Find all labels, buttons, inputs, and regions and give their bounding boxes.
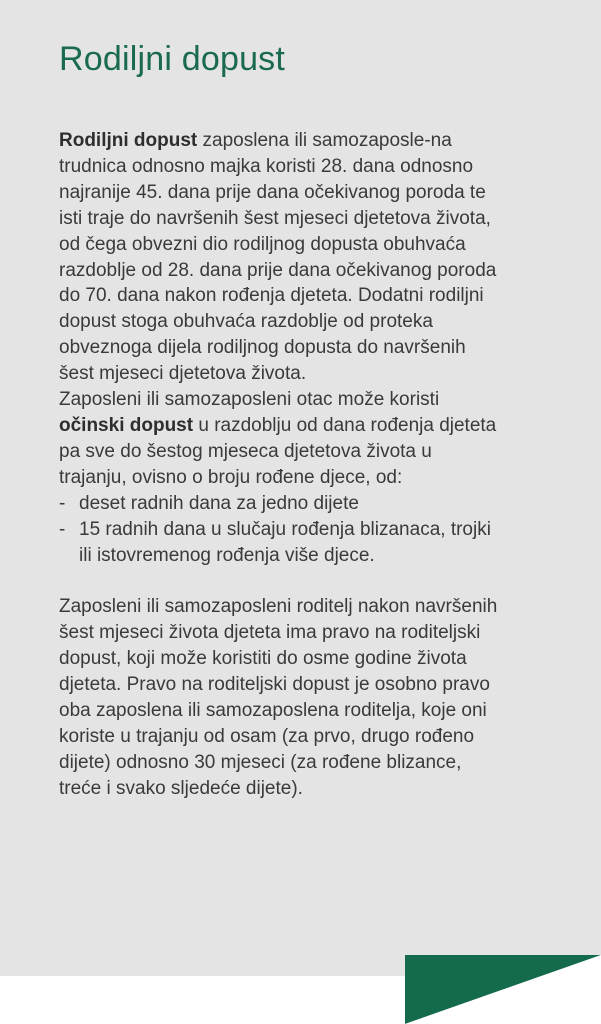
paragraph-paternity-leave-text: u razdoblju od dana rođenja djeteta pa sve do šestog mjeseca djetetova života u trajanju, ovisno o broju rođene djece, od: [59,414,497,488]
list-item [59,491,499,517]
dash-bullet: - [59,492,66,514]
paragraph-spacer [59,568,499,594]
list-item-text: deset radnih dana za jedno dijete [79,492,359,514]
paragraph-maternity-leave-text: zaposlena ili samozaposle-na trudnica odnosno majka koristi 28. dana odnosno najranije 45. dana prije dana očekivanog poroda te isti traje do navršenih šest mjeseci djetetova života, od čega obvezni dio rodiljnog dopusta obuhvaća razdoblje od 28. dana prije dana očekivanog poroda do 70. dana nakon rođenja djeteta. Dodatni rodiljni dopust stoga obuhvaća razdoblje od proteka obveznoga dijela rodiljnog dopusta do navršenih šest mjeseci djetetova života. [59,130,497,385]
paragraph-paternity-leave-intro: Zaposleni ili samozaposleni otac može koristi [59,389,440,411]
paragraph-parental-leave: Zaposleni ili samozaposleni roditelj nakon navršenih šest mjeseci života djeteta ima pravo na roditeljski dopust, koji može koristiti do osme godine života djeteta. Pravo na roditeljski dopust je osobno pravo oba zaposlena ili samozaposlena roditelja, koje oni koriste u trajanju od osam (za prvo, drugo rođeno dijete) odnosno 30 mjeseci (za rođene blizance, treće i svako sljedeće dijete). [59,596,498,799]
dash-bullet: - [59,518,66,540]
term-maternity-leave: Rodiljni dopust [59,130,198,151]
page-title: Rodiljni dopust [59,40,286,78]
list-item [59,517,499,569]
paragraph-paternity-leave [59,387,499,491]
article-content [59,36,499,802]
paragraph-maternity-leave [59,128,499,387]
term-paternity-leave: očinski dopust [59,414,194,436]
paternity-leave-list [59,491,499,569]
list-item-text: 15 radnih dana u slučaju rođenja blizanaca, trojki ili istovremenog rođenja više djece. [79,518,491,566]
